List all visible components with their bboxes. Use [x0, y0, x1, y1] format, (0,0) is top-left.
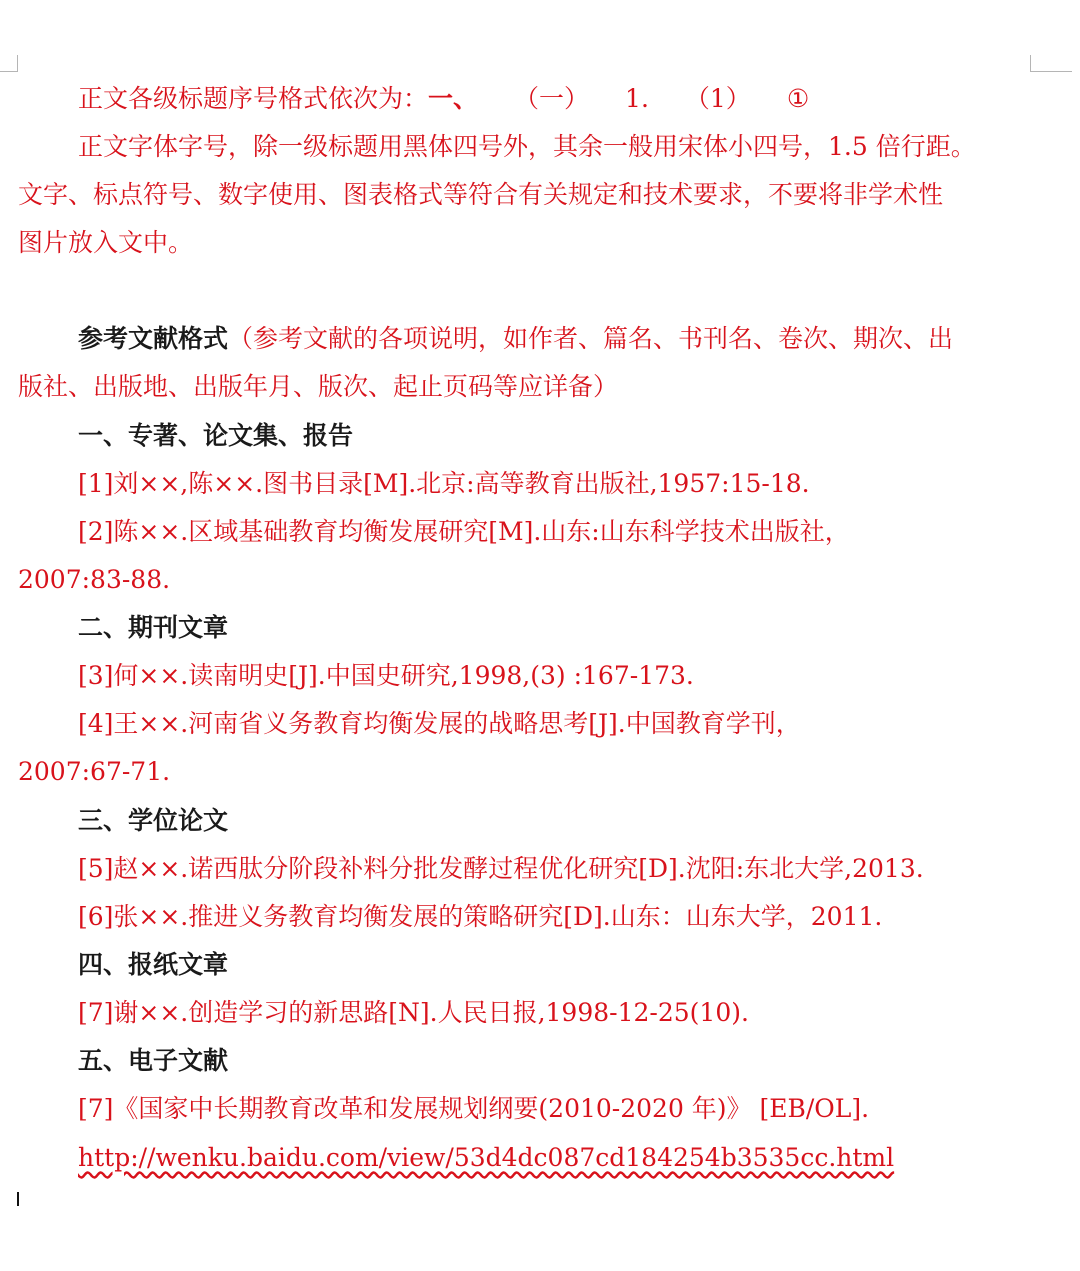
- text-cursor: [17, 1192, 19, 1206]
- font-rule-line-3: 图片放入文中。: [18, 228, 194, 257]
- font-rule-line-2: 文字、标点符号、数字使用、图表格式等符合有关规定和技术要求，不要将非学术性: [18, 180, 944, 209]
- section-heading-newspapers: 四、报纸文章: [78, 950, 229, 979]
- section-heading-electronic: 五、电子文献: [78, 1046, 229, 1075]
- numbering-level-3: 1.: [625, 84, 649, 113]
- crop-mark-right-vertical: [1030, 55, 1031, 72]
- references-note-line-2: 版社、出版地、出版年月、版次、起止页码等应详备）: [18, 372, 619, 401]
- section-heading-journals: 二、期刊文章: [78, 613, 229, 642]
- crop-mark-right-horizontal: [1030, 71, 1072, 72]
- heading-numbering-label: 正文各级标题序号格式依次为：: [78, 84, 429, 113]
- reference-entry: [7]谢××.创造学习的新思路[N].人民日报,1998-12-25(10).: [78, 998, 749, 1027]
- references-title-line: [78, 324, 953, 354]
- reference-entry: [2]陈××.区域基础教育均衡发展研究[M].山东:山东科学技术出版社，: [78, 517, 850, 546]
- references-title: 参考文献格式: [78, 324, 229, 353]
- section-heading-monographs: 一、专著、论文集、报告: [78, 421, 354, 450]
- reference-entry-continuation: 2007:83-88.: [18, 565, 171, 594]
- reference-entry: [1]刘××,陈××.图书目录[M].北京:高等教育出版社,1957:15-18.: [78, 469, 810, 498]
- reference-entry-continuation: 2007:67-71.: [18, 757, 171, 786]
- crop-mark-left-vertical: [17, 55, 18, 72]
- numbering-level-2: （一）: [514, 84, 590, 113]
- font-rule-line-1: 正文字体字号，除一级标题用黑体四号外，其余一般用宋体小四号，1.5 倍行距。: [78, 132, 976, 161]
- numbering-level-1: 一、: [428, 84, 479, 113]
- section-heading-theses: 三、学位论文: [78, 806, 229, 835]
- crop-mark-left-horizontal: [0, 71, 18, 72]
- reference-url-link[interactable]: http://wenku.baidu.com/view/53d4dc087cd184254b3535cc.html: [78, 1143, 895, 1172]
- reference-entry: [3]何××.读南明史[J].中国史研究,1998,(3) :167-173.: [78, 661, 694, 690]
- heading-numbering-line: [78, 84, 809, 114]
- reference-entry: [7]《国家中长期教育改革和发展规划纲要(2010-2020 年)》 [EB/OL].: [78, 1094, 870, 1123]
- reference-entry: [6]张××.推进义务教育均衡发展的策略研究[D].山东：山东大学，2011.: [78, 902, 883, 931]
- numbering-level-5: ①: [786, 84, 810, 113]
- references-note: （参考文献的各项说明，如作者、篇名、书刊名、卷次、期次、出: [228, 324, 954, 353]
- numbering-level-4: （1）: [684, 84, 751, 113]
- reference-entry: [4]王××.河南省义务教育均衡发展的战略思考[J].中国教育学刊，: [78, 709, 801, 738]
- reference-entry: [5]赵××.诺西肽分阶段补料分批发酵过程优化研究[D].沈阳:东北大学,2013.: [78, 854, 924, 883]
